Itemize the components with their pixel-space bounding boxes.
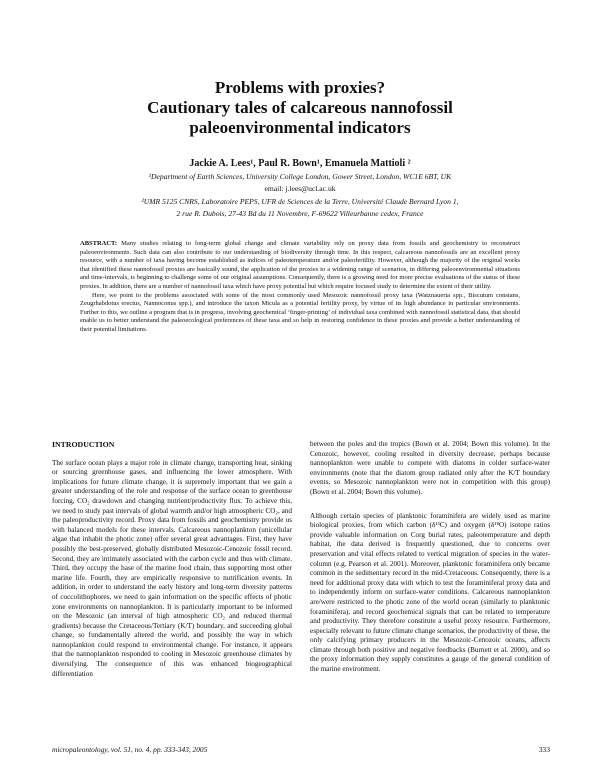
title-line-3: paleoenvironmental indicators xyxy=(189,118,411,137)
title-line-1: Problems with proxies? xyxy=(214,78,386,97)
affiliation-2-line-1: ²UMR 5125 CNRS, Laboratoire PEPS, UFR de Sciences de la Terre, Université Claude Bernard Lyon 1, xyxy=(141,197,459,206)
abstract-paragraph-1 xyxy=(80,240,520,292)
body-column-right xyxy=(310,440,550,675)
author-email: email: j.lees@ucl.ac.uk xyxy=(264,184,336,193)
intro-paragraph-continued: between the poles and the tropics (Bown et al. 2004; Bown this volume). In the Cenozoic, however, cooling resulted in diversity decrease, perhaps because nannoplankton were unable to compete with diatoms in colder surface-water environments (note that the diatom group radiated only after the K/T boundary events, so Mesozoic nannoplankton were not in competition with this group) (Bown et al. 2004; Bown this volume). xyxy=(310,440,550,496)
section-heading-introduction: INTRODUCTION xyxy=(52,440,115,449)
title-line-2: Cautionary tales of calcareous nannofossil xyxy=(147,98,453,117)
authors: Jackie A. Lees¹, Paul R. Bown¹, Emanuela Mattioli ² xyxy=(189,158,411,169)
abstract xyxy=(80,240,520,335)
intro-paragraph-2: Although certain species of planktonic foraminifera are widely used as marine biological proxies, from which carbon (δ¹³C) and oxygen (δ¹⁸O) isotope ratios provide valuable information on Corg burial rates, paleotemperature and depth habitat, the data derived is frequently questioned, due to concerns over preservation and vital effects related to vertical migration of species in the water-column (e.g. Pearson et al. 2001). Moreover, planktonic foraminifera only became common in the sedimentary record in the mid-Cretaceous. Consequently, there is a need for additional proxy data with which to test the foraminiferal proxy data and to independently inform on surface-water conditions. Calcareous nannoplankton are/were restricted to the photic zone of the world ocean (similarly to planktonic foraminifera), and record geochemical signals that can be related to temperature and productivity. They therefore constitute a useful proxy resource. Furthermore, especially relevant to future climate change scenarios, the productivity of these, the only calcifying primary producers in the Mesozoic-Cenozoic oceans, affects climate through both positive and negative feedbacks (Burnett et al. 2000), and so the proxy information they supply constitutes a gauge of the general condition of the marine environment. xyxy=(310,511,550,674)
affiliation-1: ¹Department of Earth Sciences, University College London, Gower Street, London, WC1E 6BT, UK xyxy=(148,172,452,181)
body-column-left xyxy=(52,440,292,679)
affiliation-2-line-2: 2 rue R. Dubois, 27-43 Bd du 11 Novembre, F-69622 Villeurbanne cedex, France xyxy=(176,209,424,218)
abstract-label: ABSTRACT: xyxy=(80,240,118,247)
page-number: 333 xyxy=(538,745,550,754)
abstract-paragraph-2: Here, we point to the problems associated with some of the most commonly used Mesozoic nannofossil proxy taxa (Watznaueria spp., Biscutum constans, Zeugrhabdotus erectus, Nannoconus spp.), and introduce the taxon Micula as a potential fertility proxy, by virtue of its high abundance in particular environments. Further to this, we outline a program that is in progress, involving geochemical ‘finger-printing’ of individual taxa combined with nannofossil statistical data, that should enable us to better understand the paleoecological preferences of these taxa and so help in restoring confidence in these proxies and provide a better understanding of their potential limitations. xyxy=(80,291,520,333)
abstract-text-1: Many studies relating to long-term global change and climate variability rely on proxy data from fossils and geochemistry to reconstruct paleoenvironments. Such data can also contribute to our understanding of biodiversity through time. In this respect, calcareous nannofossils are an excellent proxy resource, with a number of taxa having become established as indices of paleotemperature and/or paleofertility. However, although the majority of the original works that identified these nannofossil proxies are basically sound, the application of the proxies to a widening range of scenarios, in differing paleoenvironmental situations and time-intervals, is beginning to challenge some of our original assumptions. Consequently, there is a growing need for more precise evaluations of the status of these proxies. In addition, there are a number of nannofossil taxa which have proxy potential but which require focused study to determine the extent of their utility. xyxy=(80,240,521,290)
journal-citation: micropaleontology, vol. 51, no. 4, pp. 333-343, 2005 xyxy=(52,745,208,754)
paper-title xyxy=(0,78,600,138)
intro-paragraph-1: The surface ocean plays a major role in climate change, transporting heat, sinking or sourcing greenhouse gases, and influencing the lower atmosphere. With implications for future climate change, it is supremely important that we gain a greater understanding of the role and response of the surface ocean to greenhouse forcing, CO₂ drawdown and changing nutrient/productivity flux. To achieve this, we need to study past intervals of global warmth and/or high atmospheric CO₂, and the paleoproductivity record. Proxy data from fossils and geochemistry provide us with balanced models for these intervals. Calcareous nannoplankton (unicellular algae that inhabit the photic zone) offer several great advantages. First, they have possibly the best-preserved, globally distributed Mesozoic-Cenozoic fossil record. Second, they are intimately associated with the carbon cycle and thus with climate. Third, they occupy the base of the marine food chain, thus supporting most other marine life. Fourth, they are empirically responsive to nutrification events. In addition, in order to understand the early history and long-term diversity patterns of coccolithophores, we need to gain information on the specific effects of photic zone environments on nannoplankton. It is particularly important to be informed on the Mesozoic (an interval of high atmospheric CO₂ and reduced thermal gradients) because the Cretaceous/Tertiary (K/T) boundary, and succeeding global change, so fundamentally altered the world, and possibly the way in which nannoplankton could respond to environmental change. For instance, it appears that the nannoplankton responded to cooling in Mesozoic greenhouse climates by diversifying. The consequence of this was enhanced biogeographical differentiation xyxy=(52,458,292,678)
